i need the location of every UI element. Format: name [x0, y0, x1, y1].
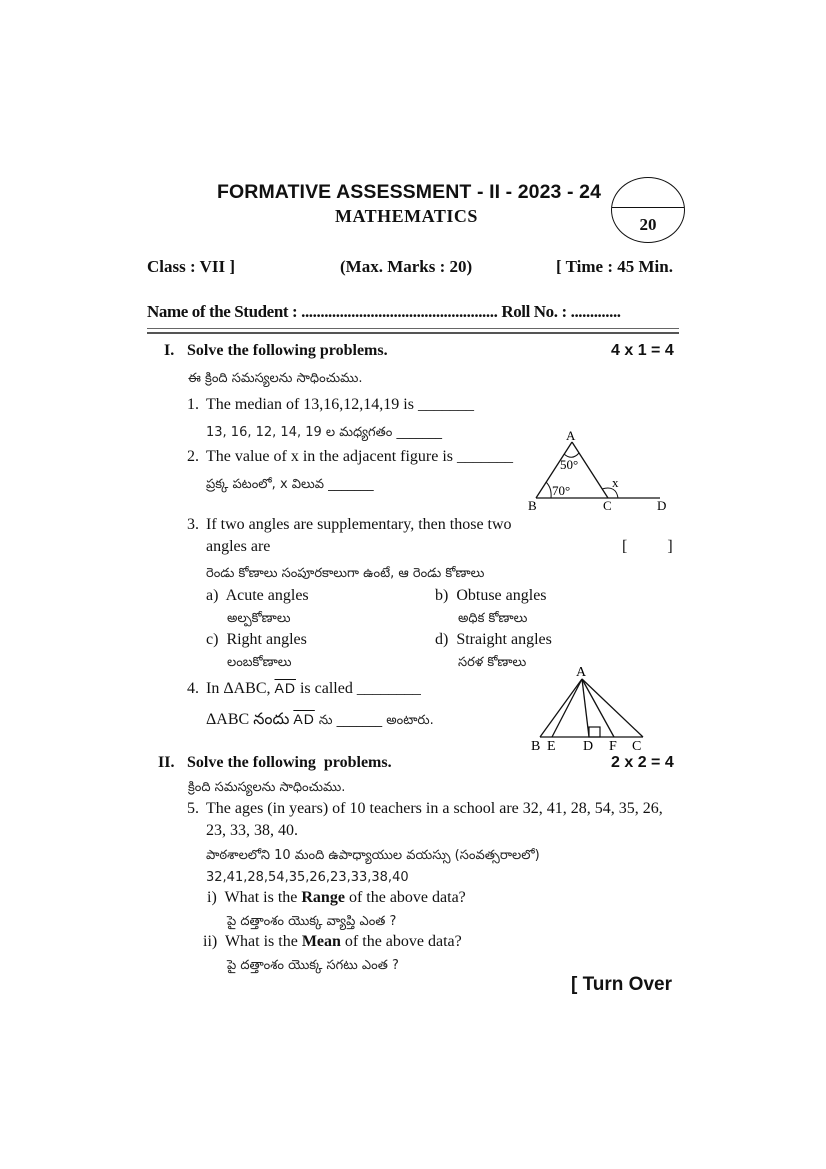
option-b-label: b) — [435, 587, 449, 604]
angle-a-label: 50° — [560, 457, 579, 472]
part-ii-label: ii) — [203, 933, 218, 950]
q4-text-suffix: is called ________ — [299, 680, 421, 697]
triangle-altitude-figure — [525, 660, 655, 755]
q3-number: 3. — [187, 516, 199, 533]
q5-part-i — [207, 889, 466, 907]
angle-b-label: 70° — [552, 483, 571, 498]
option-c-label: c) — [206, 631, 219, 648]
class-label: Class : VII ] — [147, 257, 236, 276]
marks-circle — [611, 177, 685, 243]
header-rule-thin — [147, 328, 679, 329]
header-rule-thick — [147, 332, 679, 334]
exam-title: FORMATIVE ASSESSMENT - II - 2023 - 24 — [217, 181, 602, 203]
part-i-post: of the above data? — [348, 889, 466, 906]
vertex-label-a: A — [566, 428, 576, 443]
segment-ad-telugu: $\overline{AD}$ — [293, 711, 315, 727]
vertex-label-b: B — [531, 739, 541, 754]
q5-text-line1: The ages (in years) of 10 teachers in a school are 32, 41, 28, 54, 35, 26, — [206, 800, 663, 817]
part-ii-telugu: పై దత్తాంశం యొక్క సగటు ఎంత ? — [227, 958, 399, 973]
option-c-telugu: లంబకోణాలు — [227, 655, 292, 670]
vertex-label-d: D — [657, 498, 667, 513]
option-a-telugu: అల్పకోణాలు — [227, 611, 291, 626]
section1-heading-telugu: ఈ క్రింది సమస్యలను సాధించుము. — [188, 371, 363, 386]
vertex-label-b: B — [528, 498, 537, 513]
option-d-label: d) — [435, 631, 449, 648]
q3-answer-bracket[interactable]: [ ] — [622, 538, 673, 555]
q3-telugu: రెండు కోణాలు సంపూరకాలుగా ఉంటే, ఆ రెండు కోణాలు — [206, 566, 485, 581]
segment-ad: $\overline{AD}$ — [274, 680, 296, 696]
q1-text: The median of 13,16,12,14,19 is _______ — [206, 396, 474, 413]
part-i-keyword: Range — [301, 889, 345, 906]
q2-number: 2. — [187, 448, 199, 465]
q5-text-line2: 23, 33, 38, 40. — [206, 822, 298, 839]
q3-text-line1: If two angles are supplementary, then those two — [206, 516, 512, 533]
option-c-text: Right angles — [226, 631, 307, 648]
section2-numeral: II. — [158, 754, 175, 771]
q3-option-d — [435, 631, 552, 649]
q4-telugu-prefix: ΔABC నందు — [206, 711, 290, 728]
vertex-label-d: D — [583, 739, 594, 754]
option-b-telugu: అధిక కోణాలు — [458, 611, 528, 626]
option-b-text: Obtuse angles — [456, 587, 547, 604]
q3-text-line2: angles are — [206, 538, 271, 555]
section2-marks: 2 x 2 = 4 — [611, 754, 674, 771]
turn-over-label: [ Turn Over — [571, 974, 672, 995]
option-d-text: Straight angles — [456, 631, 552, 648]
exterior-angle-label: x — [612, 475, 619, 490]
q1-number: 1. — [187, 396, 199, 413]
q3-option-c — [206, 631, 307, 649]
q3-option-b — [435, 587, 547, 605]
q4-number: 4. — [187, 680, 199, 697]
q1-telugu: 13, 16, 12, 14, 19 ల మధ్యగతం _______ — [206, 425, 442, 440]
vertex-label-f: F — [609, 739, 617, 754]
roll-number-field[interactable]: Roll No. : ............. — [501, 302, 621, 321]
option-d-telugu: సరళ కోణాలు — [458, 655, 527, 670]
section1-heading: Solve the following problems. — [187, 342, 388, 359]
part-ii-pre: What is the — [224, 933, 298, 950]
q4-text — [206, 680, 421, 698]
q5-telugu-line1: పాఠశాలలోని 10 మంది ఉపాధ్యాయుల వయస్సు (సంవత్సరాలలో) — [206, 848, 540, 863]
vertex-label-e: E — [547, 739, 556, 754]
q2-telugu: ప్రక్క పటంలో, x విలువ _______ — [206, 477, 374, 492]
marks-circle-divider — [612, 207, 684, 208]
part-i-telugu: పై దత్తాంశం యొక్క వ్యాప్తి ఎంత ? — [227, 914, 397, 929]
option-a-label: a) — [206, 587, 219, 604]
vertex-label-c: C — [603, 498, 612, 513]
triangle-exterior-angle-figure — [520, 425, 680, 517]
q4-telugu-suffix: ను _______ అంటారు. — [318, 713, 434, 728]
q5-part-ii — [203, 933, 462, 951]
option-a-text: Acute angles — [225, 587, 309, 604]
max-marks: (Max. Marks : 20) — [340, 257, 473, 276]
part-ii-post: of the above data? — [344, 933, 462, 950]
time-label: [ Time : 45 Min. — [556, 257, 673, 276]
section2-heading-telugu: క్రింది సమస్యలను సాధించుము. — [188, 780, 346, 795]
q4-text-prefix: In ΔABC, — [206, 680, 271, 697]
q4-telugu — [206, 710, 434, 732]
subject-title: MATHEMATICS — [335, 206, 478, 226]
q5-telugu-line2: 32,41,28,54,35,26,23,33,38,40 — [206, 870, 409, 885]
section2-heading: Solve the following problems. — [187, 754, 392, 771]
part-i-pre: What is the — [224, 889, 298, 906]
student-info-row — [147, 302, 621, 322]
marks-circle-total: 20 — [639, 215, 657, 234]
q3-option-a — [206, 587, 309, 605]
q2-text: The value of x in the adjacent figure is _______ — [206, 448, 514, 465]
section1-numeral: I. — [164, 342, 175, 359]
part-i-label: i) — [207, 889, 217, 906]
student-name-field[interactable]: Name of the Student : ................................................... — [147, 302, 498, 321]
section1-marks: 4 x 1 = 4 — [611, 342, 674, 359]
part-ii-keyword: Mean — [301, 933, 341, 950]
vertex-label-c: C — [632, 739, 642, 754]
q5-number: 5. — [187, 800, 199, 817]
vertex-label-a: A — [576, 665, 587, 680]
